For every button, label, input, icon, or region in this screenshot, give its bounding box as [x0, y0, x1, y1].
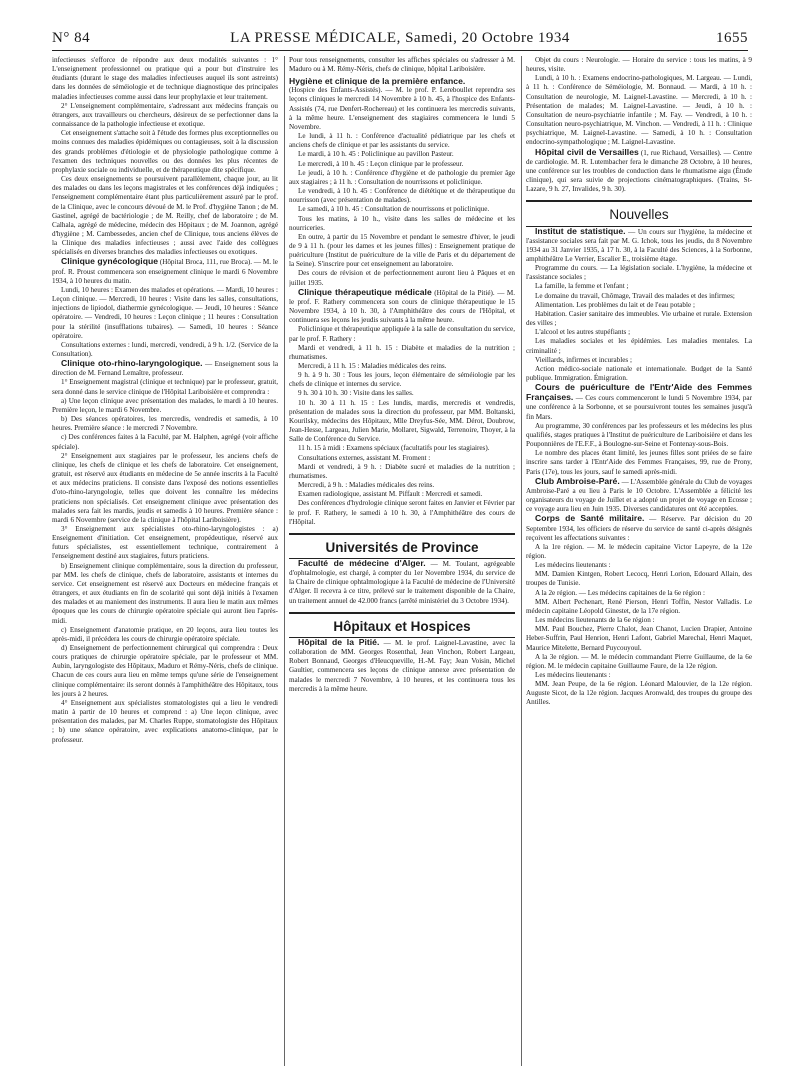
paragraph: Les médecins lieutenants de la 6e région :	[535, 616, 655, 625]
paragraph: Des conférences d'hydrologie clinique seront faites en Janvier et Février par le prof. F. Rathery, le samedi à 10 h. 30, à l'Amphithéâtre des cours de l'Hôpital.	[289, 499, 515, 526]
paragraph: Le mercredi, à 10 h. 45 : Leçon clinique par le professeur.	[298, 159, 464, 168]
section-heading-nouvelles: Nouvelles	[526, 200, 752, 226]
paragraph: A la 3e région. — M. le médecin commandant Pierre Guillaume, de la 6e région. M. le médecin capitaine Guillaume Faure, de la 12e région.	[526, 652, 752, 670]
versailles-section	[526, 148, 752, 195]
paragraph: a) Une leçon clinique avec présentation des malades, le mardi à 10 heures. Première leçon, le mardi 6 Novembre.	[52, 396, 278, 414]
paragraph: Le domaine du travail, Chômage, Travail des malades et des infirmes;	[535, 291, 735, 300]
paragraph: Mardi et vendredi, à 11 h. 15 : Diabète et maladies de la nutrition ; rhumatismes.	[289, 343, 515, 361]
corps-section	[526, 514, 752, 542]
section-title: Hôpital civil de Versailles	[535, 146, 639, 157]
paragraph: 2° Enseignement aux stagiaires par le professeur, les anciens chefs de clinique, les chefs de clinique et les chefs de laboratoire. Cet enseignement, gratuit, est réservé aux étudiants en médecine de 5e année inscrits à la Faculté et aux médecins praticiens. Il consiste dans l'exposé des notions essentielles d'oto-rhino-laryngologie, telles que doivent les connaître les médecins praticiens non spécialisés. Cet enseignement clinique avec présentation des malades sera fait les mardis, jeudis et samedis à 10 heures. Première séance : mardi 6 Novembre (service de la clinique à l'hôpital Lariboisière).	[52, 451, 278, 524]
pitie-section	[289, 638, 515, 694]
paragraph: En outre, à partir du 15 Novembre et pendant le semestre d'hiver, le jeudi de 9 à 11 h. (pour les dames et les jeunes filles) : Enseignement pratique de puériculture (Institut de puériculture de la ville de Paris et du département de la Seine). S'inscrire pour cet enseignement au laboratoire.	[289, 232, 515, 269]
section-title: Corps de Santé militaire.	[535, 513, 645, 524]
paragraph: MM. Jean Peupe, de la 6e région. Léonard Malouvier, de la 12e région. Auguste Sicot, de la 12e région. Jacques Aronwald, des troupes du groupe des Antilles.	[526, 680, 752, 707]
section-text: — M. le prof. Laignel-Lavastine, avec la collaboration de MM. Georges Rosenthal, Jean Vinchon, Robert Largeau, Robert Bonnaud, Georges d'Heucqueville, H.-M. Fay; Jean Voisin, Michel Gaultier, commencera ses leçons de clinique annexe avec présentation de malades le mercredi 7 Novembre, à 10 heures, et les continuera tous les mercredis à la même heure.	[289, 638, 515, 693]
column-3	[526, 56, 752, 1066]
paragraph: 1° Enseignement magistral (clinique et technique) par le professeur, gratuit, sera donné dans le service clinique de l'Hôpital Lariboisière et comprendra :	[52, 378, 278, 396]
paragraph: Les médecins lieutenants :	[535, 561, 611, 570]
paragraph: La famille, la femme et l'enfant ;	[535, 282, 629, 291]
paragraph: Examen radiologique, assistant M. Piffault : Mercredi et samedi.	[298, 490, 483, 499]
section-lead: — Enseignement sous la direction de M. Fernand Lemaître, professeur.	[52, 360, 278, 378]
section-title: Hôpital de la Pitié.	[298, 636, 380, 647]
section-title: Cours de puériculture de l'Entr'Aide des Femmes Françaises.	[526, 382, 752, 403]
section-title: Institut de statistique.	[535, 225, 626, 236]
article-columns	[52, 56, 752, 1066]
paragraph: Mardi et vendredi, à 9 h. : Diabète sucré et maladies de la nutrition ; rhumatismes.	[289, 462, 515, 480]
paragraph: Le mardi, à 10 h. 45 : Policlinique au pavillon Pasteur.	[298, 150, 454, 159]
paragraph: Ces deux enseignements se poursuivent parallèlement, chaque jour, au lit des malades ou dans les leçons magistrales et les conférences déjà indiquées ; l'enseignement complémentaire étant plus particulièrement assuré par le prof. de la Clinique, avec le concours dévoué de M. le Prof. d'hygiène Tanon ; de M. Gastinel, agrégé de bactériologie ; de M. Reilly, chef de laboratoire ; de M. Calhala, agrégé de médecine, médecin des Hôpitaux ; de M. Joannon, agrégé d'hygiène ; M. Cambessedes, ancien chef de Clinique, tous anciens élèves de la Clinique des maladies infectieuses ; aussi avec l'aide des collègues spécialisés en diverses branches des maladies infectieuses ou exotiques.	[52, 175, 278, 257]
section-lead: (Hospice des Enfants-Assistés). — M. le prof. P. Lereboullet reprendra ses leçons cliniques le mercredi 14 Novembre à 10 h. 45, à l'hospice des Enfants-Assistés (74, rue Denfert-Rochereau) et les continuera les mercredis suivants, à la même heure. L'enseignement des stagiaires commencera le lundi 5 Novembre.	[289, 86, 515, 131]
section-lead: (Hôpital de la Pitié). — M. le prof. F. Rathery commencera son cours de clinique thérapeutique le 15 Novembre 1934, à 10 h. 30, à l'Amphithéâtre des cours de l'Hôpital, et continuera ses leçons les jeudis suivants à la même heure.	[289, 288, 515, 325]
paragraph: Le vendredi, à 10 h. 45 : Conférence de diététique et de thérapeutique du nourrisson (avec présentation de malades).	[289, 187, 515, 205]
column-divider	[521, 56, 522, 1066]
paragraph: Mercredi, à 11 h. 15 : Maladies médicales des reins.	[298, 362, 447, 370]
newspaper-title: LA PRESSE MÉDICALE, Samedi, 20 Octobre 1934	[230, 30, 570, 46]
paragraph: Action médico-sociale nationale et internationale. Budget de la Santé publique. Immigration. Émigration.	[526, 364, 752, 382]
paragraph: MM. Paul Bouchez, Pierre Chalot, Jean Chanot, Lucien Drapier, Antoine Heber-Suffrin, Paul Henrion, Henri Lafont, Gabriel Marechal, Henri Maquet, Maurice Mitelette, Bernard Puycouyoul.	[526, 625, 752, 652]
header-rule	[52, 50, 748, 51]
paragraph: 10 h. 30 à 11 h. 15 : Les lundis, mardis, mercredis et vendredis, présentation de malades sous la direction du professeur, par MM. Boltanski, Kourilsky, médecins des Hôpitaux, Mlle Dreyfus-Sée, MM. Dérot, Doubrow, Jean-Hesse, Largeau, Julien Marie, Mollaret, Sigwald, Terrenoire, Thoyer, à la Salle de Conférence du Service.	[289, 398, 515, 444]
paragraph: Policlinique et thérapeutique appliquée à la salle de consultation du service, par le prof. F. Rathery :	[289, 325, 515, 343]
paragraph: Consultations externes : lundi, mercredi, vendredi, à 9 h. 1/2. (Service de la Consultation).	[52, 340, 278, 358]
paragraph: infectieuses s'efforce de répondre aux deux modalités suivantes : 1° L'enseignement professionnel ou pratique qui a pour but d'instruire les étudiants (durant le stage des maladies infectieuses auquel ils sont astreints) dans les données de séméiologie et de technique diagnostique des principales maladies infectieuses comme aussi dans leur prophylaxie et leur traitement.	[52, 56, 278, 101]
ambroise-section	[526, 477, 752, 515]
section-lead: (Hôpital Broca, 111, rue Broca). — M. le prof. R. Proust commencera son enseignement clinique le mardi 6 Novembre 1934, à 10 heures du matin.	[52, 258, 278, 285]
section-text: — L'Assemblée générale du Club de voyages Ambroise-Paré a eu lieu à Paris le 10 Octobre. L'Assemblée a félicité les organisateurs du voyage de Juillet et a adopté un projet de voyage en Ecosse ; ce voyage aura lieu en Juin 1935. Diverses candidatures ont été acceptées.	[526, 477, 752, 514]
paragraph: 9 h. 30 à 10 h. 30 : Visite dans les salles.	[298, 389, 414, 398]
puericulture-section	[526, 383, 752, 422]
orl-section	[52, 359, 278, 378]
section-text: — Un cours sur l'hygiène, la médecine et l'assistance sociales sera fait par M. G. Ichok, tous les jeudis, du 8 Novembre 1934 au 31 Janvier 1935, à 17 h. 30, à la Faculté des Sciences, à la Sorbonne, amphithéâtre Le Verrier, Escalier E., troisième étage.	[526, 227, 752, 263]
page-header	[52, 14, 748, 48]
statistique-section	[526, 227, 752, 265]
paragraph: Cet enseignement s'attache soit à l'étude des formes plus exceptionnelles ou moins connues des maladies épidémiques ou contagieuses, soit à la discussion des grands problèmes d'étiologie et de physiologie pathologique comme à l'examen des techniques nouvelles ou des données les plus récentes de prophylaxie sociale ou individuelle, et de thérapeutique dite spécifique.	[52, 129, 278, 174]
paragraph: Consultations externes, assistant M. Froment :	[298, 453, 431, 462]
paragraph: Programme du cours. — La législation sociale. L'hygiène, la médecine et l'assistance sociales ;	[526, 264, 752, 282]
paragraph: 3° Enseignement aux spécialistes oto-rhino-laryngologistes : a) Enseignement d'initiation. Cet enseignement, propédeutique, réservé aux futurs spécialistes, est essentiellement technique, contrairement à l'enseignement destiné aux stagiaires, futurs praticiens.	[52, 524, 278, 561]
paragraph: Le jeudi, à 10 h. : Conférence d'hygiène et de pathologie du premier âge aux stagiaires ; à 11 h. : Consultation de nourrissons et policlinique.	[289, 168, 515, 186]
paragraph: MM. Damien Kintgen, Robert Lecocq, Henri Lorion, Edouard Allain, des troupes de Tunisie.	[526, 570, 752, 588]
section-text: (1, rue Richaud, Versailles). — Centre de cardiologie. M. R. Lutembacher fera le dimanche 28 Octobre, à 10 heures, une conférence sur les troubles de conduction dans le rhumatisme aigu (Étude clinique), qui sera suivie de projections cinématographiques. (Trains, St-Lazare, 9 h. 27, Invalides, 9 h. 30).	[526, 148, 752, 194]
paragraph: Le lundi, à 11 h. : Conférence d'actualité pédiatrique par les chefs et anciens chefs de clinique et par les assistants du service.	[289, 132, 515, 150]
therap-section	[289, 288, 515, 326]
paragraph: 11 h. 15 à midi : Examens spéciaux (facultatifs pour les stagiaires).	[298, 444, 490, 453]
paragraph: 2° L'enseignement complémentaire, s'adressant aux médecins français ou étrangers, aux travailleurs ou chercheurs, désireux de se perfectionner dans la connaissance de la pathologie infectieuse et exotique.	[52, 101, 278, 129]
paragraph: 9 h. à 9 h. 30 : Tous les jours, leçon élémentaire de séméiologie par les chefs de clinique et internes du service.	[289, 371, 515, 389]
paragraph: c) Des conférences faites à la Faculté, par M. Halphen, agrégé (voir affiche spéciale).	[52, 433, 278, 451]
section-title: Faculté de médecine d'Alger.	[298, 557, 426, 568]
gyneco-section	[52, 257, 278, 285]
section-title: Clinique oto-rhino-laryngologique.	[61, 358, 203, 369]
section-title: Clinique thérapeutique médicale	[298, 286, 432, 297]
page-number: 1655	[716, 30, 748, 46]
section-text: — M. Toulant, agrégeable d'ophtalmologie, est chargé, à compter du 1er Novembre 1934, du service de la Chaire de clinique ophtalmologique à la Faculté de médecine de l'Université d'Alger. Il recevra à ce titre, prélevé sur le traitement disponible de la Chaire, un traitement annuel de 42.000 francs (arrêté ministériel du 3 Octobre 1934).	[289, 559, 515, 605]
paragraph: Les médecins lieutenants :	[535, 671, 611, 679]
paragraph: Le samedi, à 10 h. 45 : Consultation de nourrissons et policlinique.	[298, 205, 490, 214]
paragraph: Habitation. Casier sanitaire des immeubles. Vie urbaine et rurale. Extension des villes ;	[526, 309, 752, 328]
paragraph: Lundi, à 10 h. : Examens endocrino-pathologiques, M. Largeau. — Lundi, à 11 h. : Conférence de Séméiologie, M. Bonnaud. — Mardi, à 10 h. : Consultation de neurologie, M. Laignel-Lavastine. — Mercredi, à 10 h. : Présentation de malades; M. Laignel-Lavastine. — Jeudi, à 10 h. : Consultation de neuro-psychiatrie infantile ; M. Fay. — Vendredi, à 10 h. : Consultation neuro-psychiatrique, M. Vinchon. — Vendredi, à 11 h. : Clinique psychiatrique, M. Laignel-Lavastine. — Samedi, à 10 h. : Consultation endocrino-sympathologique ; M. Laignel-Lavastine.	[526, 74, 752, 147]
section-heading-universites: Universités de Province	[289, 533, 515, 559]
column-1	[52, 56, 278, 1066]
alger-section	[289, 559, 515, 606]
paragraph: MM. Albert Pechenart, René Pierson, Henri Toffin, Nestor Valladis. Le médecin capitaine Léopold Ginestet, de la 17e région.	[526, 597, 752, 615]
section-title: Club Ambroise-Paré.	[535, 475, 620, 486]
paragraph: Le nombre des places étant limité, les jeunes filles sont priées de se faire inscrire sans tarder à l'Entr'Aide des Femmes Françaises, 99, rue de Prony, Paris (17e), tous les jours, sauf le samedi après-midi.	[526, 449, 752, 476]
paragraph: L'alcool et les autres stupéfiants ;	[535, 328, 631, 337]
paragraph: A la 1re région. — M. le médecin capitaine Victor Lapeyre, de la 12e région.	[526, 542, 752, 560]
paragraph: Alimentation. Les problèmes du lait et de l'eau potable ;	[535, 300, 695, 309]
section-text: — Ces cours commenceront le lundi 5 Novembre 1934, par une conférence à la Sorbonne, et se poursuivront toutes les semaines jusqu'à fin Mars.	[526, 394, 752, 421]
paragraph: d) Enseignement de perfectionnement chirurgical qui comprendra : Deux cours pratiques de chirurgie opératoire spéciale, par le professeur et MM. Aubin, laryngologiste des Hôpitaux, Maduro et Rémy-Néris, chefs de clinique. Chacun de ces cours aura lieu en même temps qu'une série de l'enseignement clinique complémentaire: ils seront donnés à l'amphithéâtre des Hôpitaux, tous les jours à 2 heures.	[52, 644, 278, 698]
paragraph: Objet du cours : Neurologie. — Horaire du service : tous les matins, à 9 heures, visite.	[526, 56, 752, 74]
section-title: Clinique gynécologique	[61, 256, 158, 267]
paragraph: Vieillards, infirmes et incurables ;	[535, 355, 632, 364]
paragraph: Pour tous renseignements, consulter les affiches spéciales ou s'adresser à M. Maduro ou à M. Rémy-Néris, chefs de clinique, hôpital Lariboisière.	[289, 56, 515, 74]
paragraph: Mercredi, à 9 h. : Maladies médicales des reins.	[298, 481, 435, 490]
section-text: — Réserve. Par décision du 20 Septembre 1934, les officiers de réserve du service de santé ci-après désignés reçoivent les affectations suivantes :	[526, 515, 752, 542]
paragraph: 4° Enseignement aux spécialistes stomatologistes qui a lieu le vendredi matin à partir de 10 heures et comprend : a) Une leçon clinique, avec présentation des malades, par M. Charles Ruppe, stomatologiste des Hôpitaux ; b) une séance opératoire, avec explications anatomo-clinique, par le professeur.	[52, 698, 278, 744]
paragraph: Au programme, 30 conférences par les professeurs et les médecins les plus qualifiés, stages pratiques à l'Institut de puériculture de Lariboisière et dans les Pouponnières de l'E.F.F., à Boulogne-sur-Seine et Fontenay-sous-Bois.	[526, 421, 752, 449]
paragraph: Les maladies sociales et les épidémies. Les maladies mentales. La criminalité ;	[526, 337, 752, 355]
paragraph: b) Des séances opératoires, les mercredis, vendredis et samedis, à 10 heures. Première séance : le mercredi 7 Novembre.	[52, 415, 278, 433]
paragraph: c) Enseignement d'anatomie pratique, en 20 leçons, aura lieu toutes les après-midi, il précédera les cours de chirurgie opératoire spéciale.	[52, 625, 278, 643]
column-divider	[284, 56, 285, 1066]
paragraph: Des cours de révision et de perfectionnement auront lieu à Pâques et en juillet 1935.	[289, 269, 515, 287]
section-heading-hopitaux: Hôpitaux et Hospices	[289, 612, 515, 638]
paragraph: Tous les matins, à 10 h., visite dans les salles de médecine et les nourriceries.	[289, 214, 515, 232]
paragraph: A la 2e région. — Les médecins capitaines de la 6e région :	[535, 588, 705, 597]
column-2	[289, 56, 515, 1066]
paragraph: b) Enseignement clinique complémentaire, sous la direction du professeur, par MM. les chefs de clinique, chefs de laboratoire, assistants et internes du service. Cet enseignement est réservé aux Docteurs en médecine français et étrangers, et aux étudiants en fin de scolarité qui sont déjà initiés à l'examen des malades et au maniement des instruments. Il aura lieu le matin aux mêmes époques que les cours de chirurgie opératoire spéciale qui auront lieu l'après-midi.	[52, 561, 278, 625]
section-title: Hygiène et clinique de la première enfance.	[289, 76, 466, 87]
issue-number: N° 84	[52, 30, 91, 46]
paragraph: Lundi, 10 heures : Examen des malades et opérations. — Mardi, 10 heures : Leçon clinique. — Mercredi, 10 heures : Visite dans les salles, consultations, injections de lipiodol, diathermie gynécologique. — Jeudi, 10 heures : Séance opératoire. — Vendredi, 10 heures : Leçon clinique ; 11 heures : Consultation pour la stérilité (insufflations tubaires). — Samedi, 10 heures : Séance opératoire.	[52, 285, 278, 340]
